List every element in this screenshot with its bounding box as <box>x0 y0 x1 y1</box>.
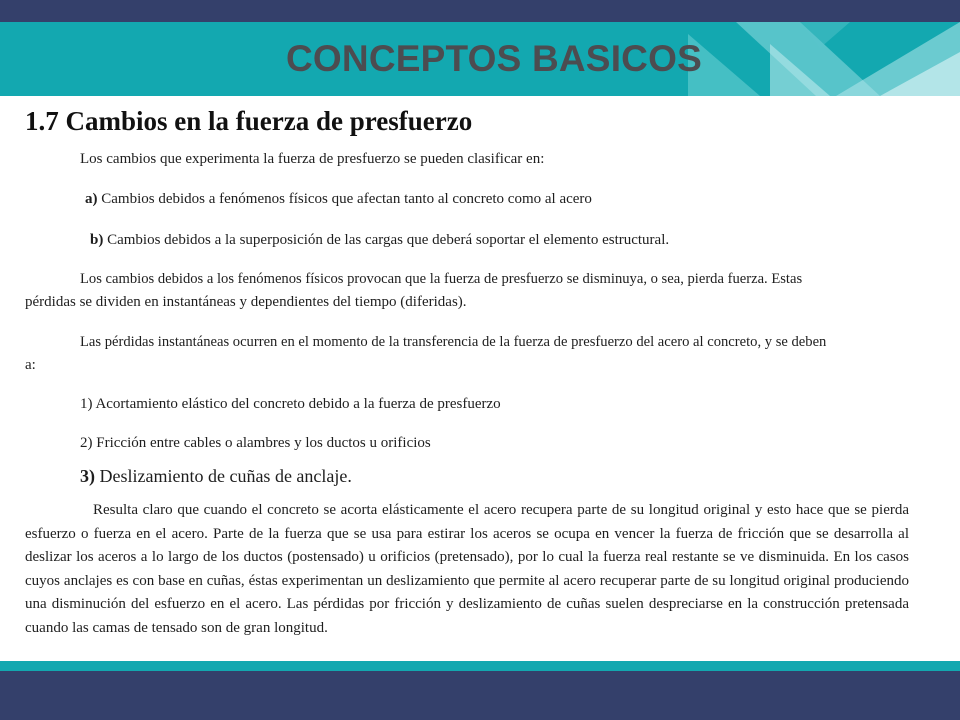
list-item-3-label: 3) <box>80 466 95 486</box>
instant-para-line-2: a: <box>25 357 36 373</box>
slide-title: CONCEPTOS BASICOS <box>286 38 702 79</box>
list-item-3-text: Deslizamiento de cuñas de anclaje. <box>99 466 352 486</box>
bottom-navy-bar <box>0 671 960 720</box>
list-item-1-label: 1) <box>80 396 93 412</box>
result-paragraph: Resulta claro que cuando el concreto se acorta elásticamente el acero recupera parte de su longitud original y esto hace que se pierda esfuerzo o fuerza en el acero. Parte de la fuerza que se usa para estirar los aceros se ocupa en vencer la fuerza de fricción que se desarrolla al deslizar los aceros a lo largo de los ductos (postensado) u orificios (pretensado), por lo cual la fuerza real restante se ve disminuida. En los casos cuyos anclajes es con base en cuñas, éstas experimentan un deslizamiento que permite al acero recuperar parte de su longitud original produciendo una disminución del esfuerzo en el acero. Las pérdidas por fricción y deslizamiento de cuñas suelen despreciarse en la construcción pretensada cuando las camas de tensado son de gran longitud. <box>25 502 909 636</box>
top-navy-bar <box>0 0 960 22</box>
list-item-2-text: Fricción entre cables o alambres y los ductos u orificios <box>96 435 431 451</box>
physical-para-line-2: pérdidas se dividen en instantáneas y dependientes del tiempo (diferidas). <box>25 294 467 310</box>
list-item-3 <box>80 466 352 487</box>
physical-para-line-1: Los cambios debidos a los fenómenos físicos provocan que la fuerza de presfuerzo se disminuya, o sea, pierda fuerza. Estas <box>80 271 803 287</box>
item-b-label: b) <box>90 232 104 248</box>
item-b <box>90 232 669 249</box>
item-a-text: Cambios debidos a fenómenos físicos que afectan tanto al concreto como al acero <box>101 191 592 207</box>
list-item-1 <box>80 396 501 413</box>
list-item-2-label: 2) <box>80 435 93 451</box>
item-a <box>85 191 592 208</box>
list-item-2 <box>80 435 431 452</box>
title-banner <box>0 22 960 96</box>
item-a-label: a) <box>85 191 98 207</box>
section-heading: 1.7 Cambios en la fuerza de presfuerzo <box>25 106 473 136</box>
bottom-teal-stripe <box>0 661 960 671</box>
list-item-1-text: Acortamiento elástico del concreto debido a la fuerza de presfuerzo <box>95 396 501 412</box>
item-b-text: Cambios debidos a la superposición de las cargas que deberá soportar el elemento estructural. <box>107 232 670 248</box>
instant-para-line-1: Las pérdidas instantáneas ocurren en el momento de la transferencia de la fuerza de presfuerzo del acero al concreto, y se deben <box>80 334 827 350</box>
intro-text: Los cambios que experimenta la fuerza de presfuerzo se pueden clasificar en: <box>80 151 545 167</box>
